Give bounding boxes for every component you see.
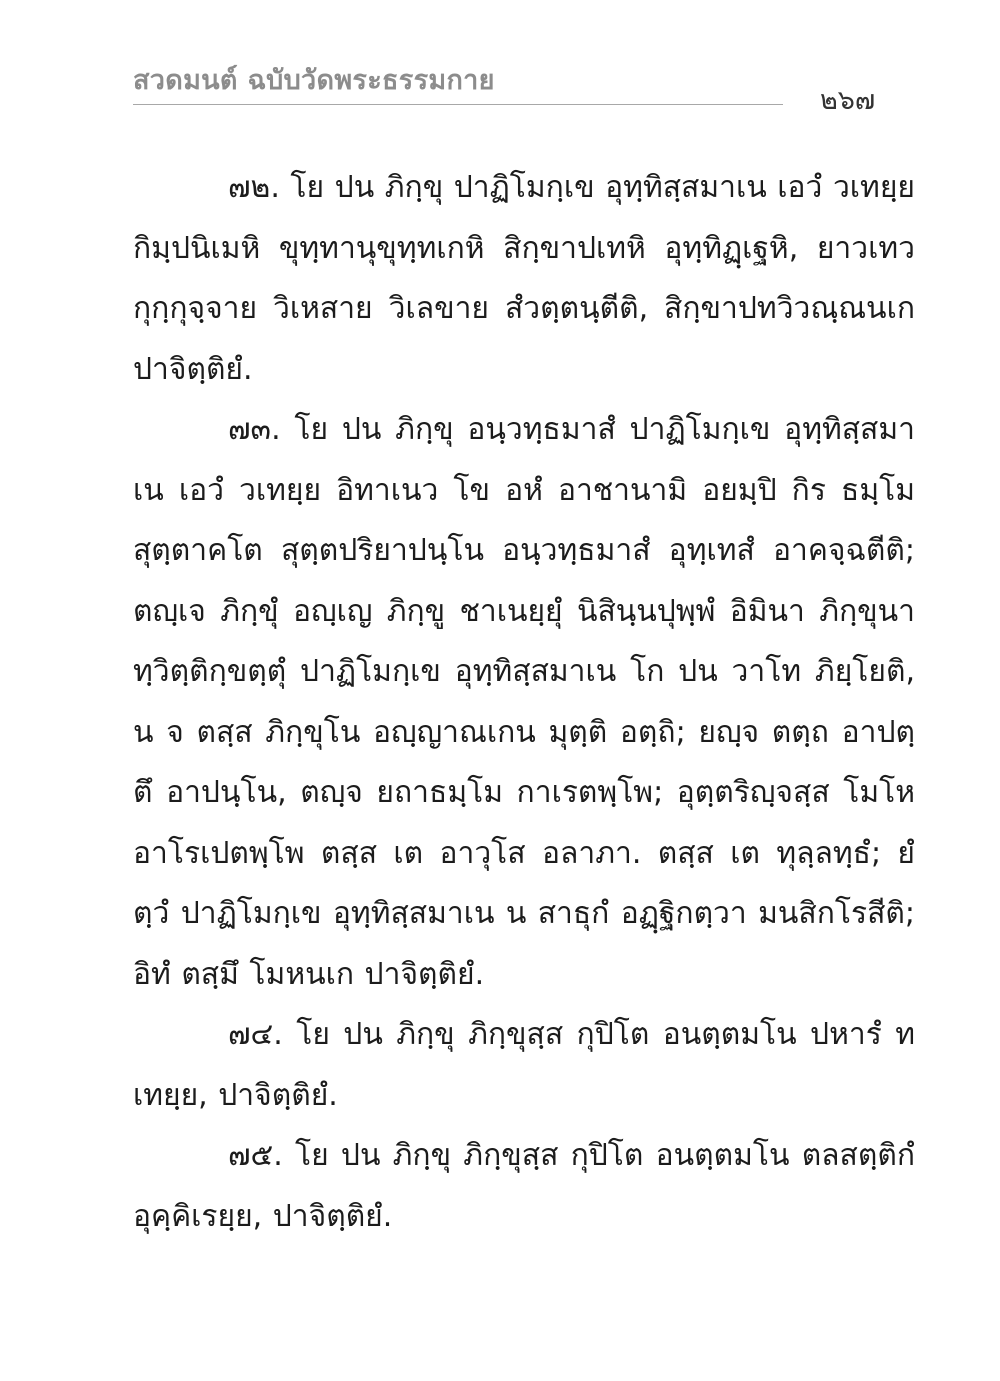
page-number: ๒๖๗ <box>820 85 876 116</box>
page-body <box>133 158 915 1247</box>
paragraph-72: ๗๒. โย ปน ภิกฺขุ ปาฏิโมกฺเข อุทฺทิสฺสมาเน เอวํ วเทยฺย กิมฺปนิเมหิ ขุทฺทานุขุทฺทเกหิ สิกฺขาปเทหิ อุทฺทิฏฺเฐหิ, ยาวเทว กุกฺกุจฺจาย วิเหสาย วิเลขาย สํวตฺตนฺตีติ, สิกฺขาปทวิวณฺณนเก ปาจิตฺติยํ. <box>133 170 915 387</box>
paragraph-73: ๗๓. โย ปน ภิกฺขุ อนฺวทฺธมาสํ ปาฏิโมกฺเข อุทฺทิสฺสมาเน เอวํ วเทยฺย อิทาเนว โข อหํ อาชานามิ อยมฺปิ กิร ธมฺโม สุตฺตาคโต สุตฺตปริยาปนฺโน อนฺวทฺธมาสํ อุทฺเทสํ อาคจฺฉตีติ; ตญฺเจ ภิกฺขุํ อญฺเญ ภิกฺขู ชาเนยฺยุํ นิสินฺนปุพฺพํ อิมินา ภิกฺขุนา ทฺวิตฺติกฺขตฺตุํ ปาฏิโมกฺเข อุทฺทิสฺสมาเน โก ปน วาโท ภิยฺโยติ, น จ ตสฺส ภิกฺขุโน อญฺญาณเกน มุตฺติ อตฺถิ; ยญฺจ ตตฺถ อาปตฺตึ อาปนฺโน, ตญฺจ ยถาธมฺโม กาเรตพฺโพ; อุตฺตริญฺจสฺส โมโห อาโรเปตพฺโพ ตสฺส เต อาวุโส อลาภา. ตสฺส เต ทุลฺลทฺธํ; ยํ ตฺวํ ปาฏิโมกฺเข อุทฺทิสฺสมาเน น สาธุกํ อฏฺฐิกตฺวา มนสิกโรสีติ; อิทํ ตสฺมึ โมหนเก ปาจิตฺติยํ. <box>133 412 915 992</box>
paragraph-75: ๗๕. โย ปน ภิกฺขุ ภิกฺขุสฺส กุปิโต อนตฺตมโน ตลสตฺติกํ อุคฺคิเรยฺย, ปาจิตฺติยํ. <box>133 1138 915 1234</box>
header-divider <box>133 104 783 105</box>
paragraph-74: ๗๔. โย ปน ภิกฺขุ ภิกฺขุสฺส กุปิโต อนตฺตมโน ปหารํ ทเทยฺย, ปาจิตฺติยํ. <box>133 1017 915 1113</box>
book-title: สวดมนต์ ฉบับวัดพระธรรมกาย <box>133 65 495 96</box>
